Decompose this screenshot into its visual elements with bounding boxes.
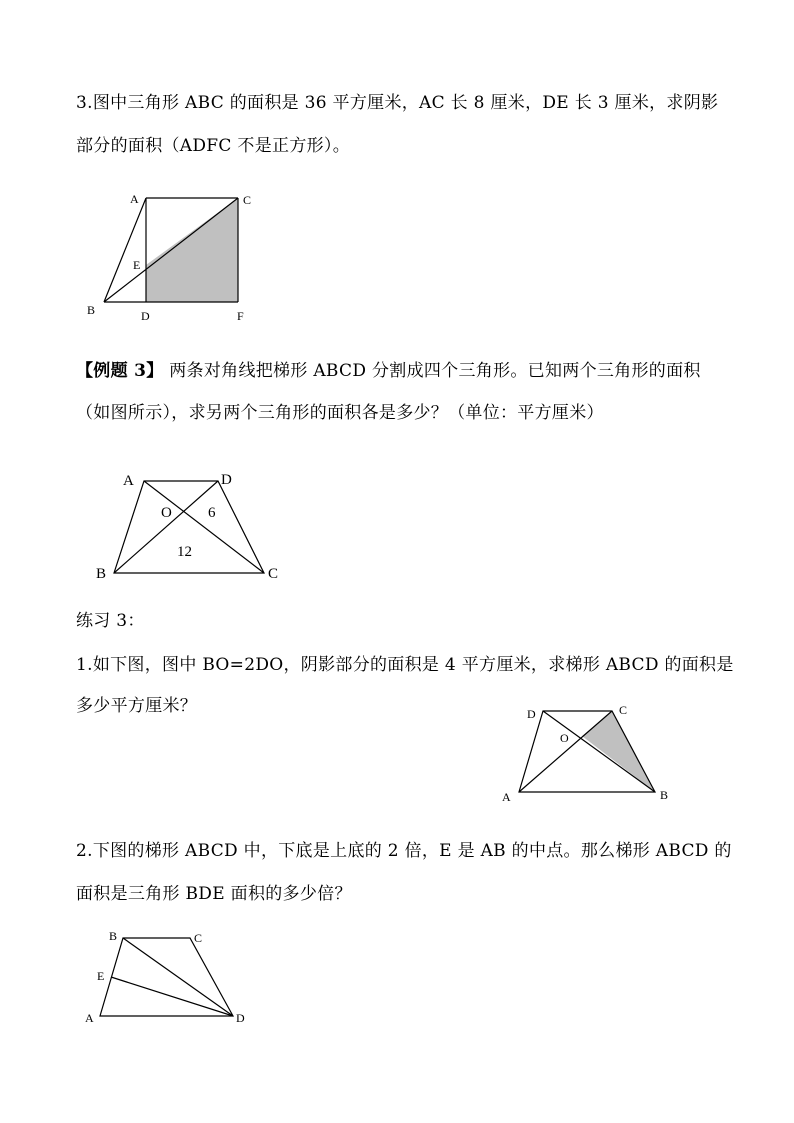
label-e: E (133, 258, 141, 272)
label-a: A (123, 473, 134, 489)
problem-3-line-1: 3.图中三角形 ABC 的面积是 36 平方厘米，AC 长 8 厘米，DE 长 3 厘米，求阴影 (76, 93, 719, 113)
label-d: D (527, 707, 536, 721)
example-3-text: 两条对角线把梯形 ABCD 分割成四个三角形。已知两个三角形的面积 (163, 361, 701, 381)
practice-q2-line-1: 2.下图的梯形 ABCD 中，下底是上底的 2 倍，E 是 AB 的中点。那么梯形 ABCD 的 (76, 841, 732, 861)
label-b: B (660, 788, 669, 802)
label-b: B (96, 566, 107, 582)
label-f: F (237, 309, 244, 323)
example-3-tag: 【例题 3】 (76, 361, 164, 381)
problem-3-line-2: 部分的面积（ADFC 不是正方形）。 (76, 136, 351, 156)
label-o: O (161, 505, 172, 521)
label-o: O (560, 731, 569, 745)
label-a: A (130, 192, 139, 206)
practice-q1-line-2: 多少平方厘米？ (76, 696, 198, 716)
segment-bd (123, 938, 233, 1016)
label-b: B (109, 929, 118, 943)
area-value-12: 12 (177, 544, 192, 560)
label-a: A (85, 1011, 94, 1025)
area-value-6: 6 (208, 505, 216, 521)
example-3-line-2: （如图所示），求另两个三角形的面积各是多少？（单位：平方厘米） (76, 403, 604, 423)
label-c: C (243, 193, 252, 207)
label-c: C (194, 931, 203, 945)
practice-q2-line-2: 面积是三角形 BDE 面积的多少倍？ (76, 884, 352, 904)
label-b: B (87, 303, 96, 317)
practice-heading: 练习 3： (76, 611, 145, 631)
label-e: E (97, 969, 105, 983)
trapezoid-abcd (100, 938, 233, 1016)
practice-q1-line-1: 1.如下图，图中 BO=2DO，阴影部分的面积是 4 平方厘米，求梯形 ABCD 的面积是 (76, 655, 734, 675)
label-c: C (268, 566, 279, 582)
label-d: D (236, 1011, 245, 1025)
label-c: C (619, 703, 628, 717)
label-d: D (221, 472, 232, 488)
label-a: A (502, 790, 511, 804)
label-d: D (141, 309, 150, 323)
